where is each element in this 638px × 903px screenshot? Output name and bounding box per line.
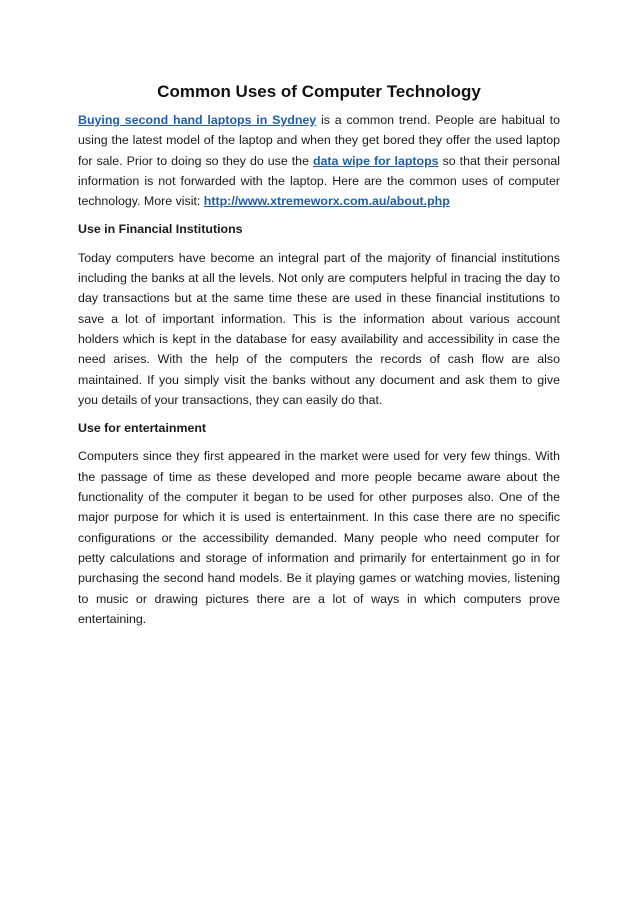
section-heading-financial: Use in Financial Institutions bbox=[78, 222, 243, 237]
document-page bbox=[78, 80, 560, 637]
page-title: Common Uses of Computer Technology bbox=[157, 82, 481, 101]
intro-text-1: is a common trend. People are habitual to using the latest model of the laptop and when they get bored they offer the used laptop for sale. Prior to doing so they do use the bbox=[78, 113, 560, 168]
data-wipe-link[interactable]: data wipe for laptops bbox=[312, 153, 439, 168]
about-url-link[interactable]: http://www.xtremeworx.com.au/about.php bbox=[203, 194, 450, 209]
section-body-entertainment: Computers since they first appeared in the market were used for very few things. With the passage of time as these developed and more people became aware about the functionality of the computer it began to be used for other purposes also. One of the major purpose for which it is used is entertainment. In this case there are no specific configurations or the accessibility demanded. Many people who need computer for petty calculations and storage of information and primarily for entertainment go in for purchasing the second hand models. Be it playing games or watching movies, listening to music or drawing pictures there are a lot of ways in which computers prove entertaining. bbox=[78, 449, 560, 626]
intro-paragraph bbox=[78, 110, 560, 211]
laptops-sydney-link[interactable]: Buying second hand laptops in Sydney bbox=[78, 113, 317, 127]
section-heading-entertainment: Use for entertainment bbox=[78, 421, 207, 436]
section-body-financial: Today computers have become an integral part of the majority of financial institutions including the banks at all the levels. Not only are computers helpful in tracing the day to day transactions but at the same time these are used in these financial institutions to save a lot of important information. This is the information about various account holders which is kept in the database for easy availability and accessibility in case the need arises. With the help of the computers the records of cash flow are also maintained. If you simply visit the banks without any document and ask them to give you details of your transactions, they can easily do that. bbox=[78, 250, 560, 407]
intro-text-2: so that their personal information is not forwarded with the laptop. Here are the common uses of computer technology. More visit: bbox=[78, 153, 560, 209]
